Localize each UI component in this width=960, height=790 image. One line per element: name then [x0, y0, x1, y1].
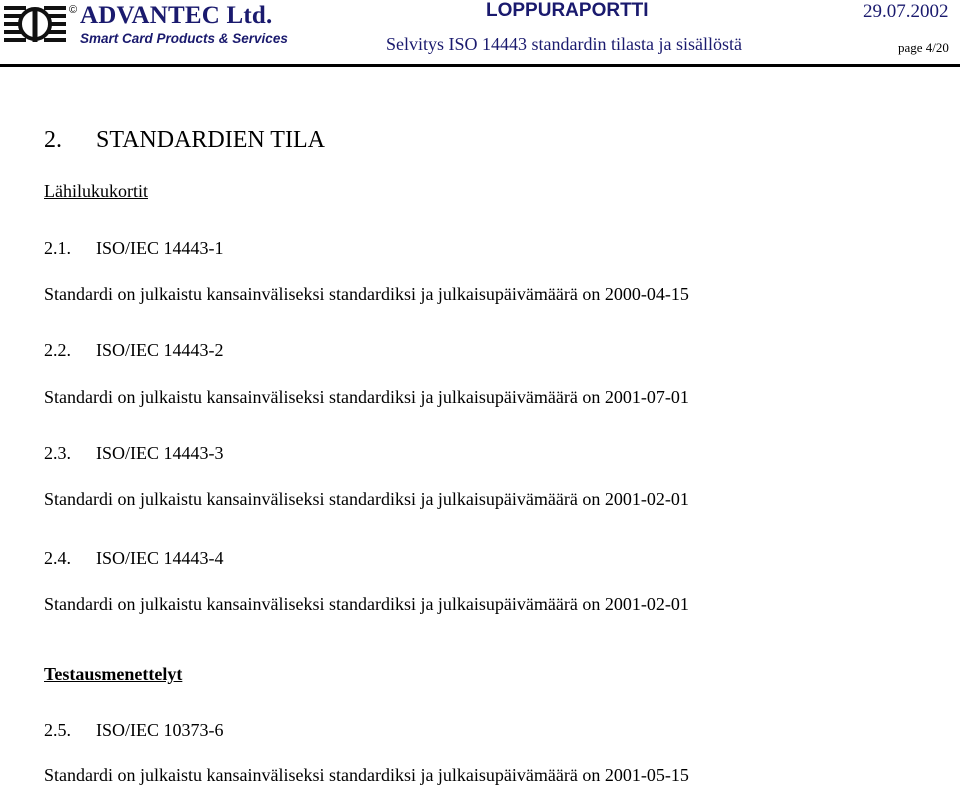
subsection-heading — [44, 443, 224, 464]
subsection-title: ISO/IEC 14443-3 — [96, 443, 224, 463]
subsection-heading — [44, 238, 224, 259]
subsection-number: 2.3. — [44, 443, 71, 463]
company-name: ADVANTEC Ltd. — [80, 2, 273, 29]
subsection-text: Standardi on julkaistu kansainväliseksi standardiksi ja julkaisupäivämäärä on 2000-04-15 — [44, 284, 689, 304]
subsection-heading — [44, 548, 224, 569]
subsection-number: 2.2. — [44, 340, 71, 360]
subsection-heading — [44, 720, 224, 741]
section-title: STANDARDIEN TILA — [96, 127, 325, 153]
subsection-number: 2.4. — [44, 548, 71, 568]
company-tagline: Smart Card Products & Services — [80, 31, 288, 46]
copyright-symbol: © — [69, 4, 78, 16]
subsection-heading — [44, 340, 224, 361]
section-heading — [44, 127, 325, 154]
section-number: 2. — [44, 127, 62, 153]
subsection-number: 2.5. — [44, 720, 71, 740]
subsection-number: 2.1. — [44, 238, 71, 258]
report-subtitle: Selvitys ISO 14443 standardin tilasta ja sisällöstä — [386, 34, 742, 54]
report-date: 29.07.2002 — [863, 1, 949, 22]
subsection-text: Standardi on julkaistu kansainväliseksi standardiksi ja julkaisupäivämäärä on 2001-07-01 — [44, 387, 689, 407]
report-label: LOPPURAPORTTI — [486, 0, 649, 21]
header-rule — [0, 64, 960, 67]
subsection-title: ISO/IEC 14443-2 — [96, 340, 224, 360]
subsection-title: ISO/IEC 14443-4 — [96, 548, 224, 568]
group-heading-testing: Testausmenettelyt — [44, 664, 183, 684]
subsection-text: Standardi on julkaistu kansainväliseksi standardiksi ja julkaisupäivämäärä on 2001-05-15 — [44, 765, 689, 785]
page-number: page 4/20 — [898, 40, 949, 55]
advantec-logo-icon — [4, 0, 66, 50]
subsection-title: ISO/IEC 14443-1 — [96, 238, 224, 258]
subsection-text: Standardi on julkaistu kansainväliseksi standardiksi ja julkaisupäivämäärä on 2001-02-01 — [44, 489, 689, 509]
group-heading-contactless: Lähilukukortit — [44, 181, 148, 201]
subsection-text: Standardi on julkaistu kansainväliseksi standardiksi ja julkaisupäivämäärä on 2001-02-01 — [44, 594, 689, 614]
subsection-title: ISO/IEC 10373-6 — [96, 720, 224, 740]
page-header — [0, 0, 960, 72]
